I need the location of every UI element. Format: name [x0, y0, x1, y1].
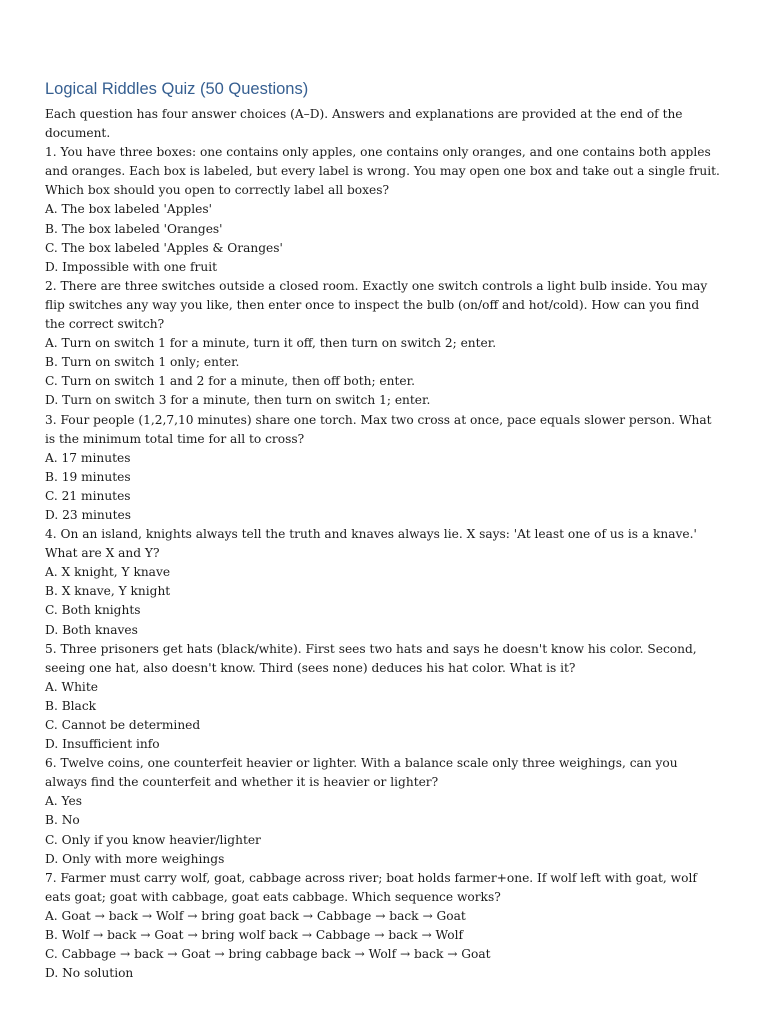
option-d: D. Impossible with one fruit	[45, 259, 217, 274]
option-c: C. 21 minutes	[45, 488, 131, 503]
document-title: Logical Riddles Quiz (50 Questions)	[45, 80, 309, 98]
option-c: C. Cannot be determined	[45, 718, 201, 732]
option-a: A. Yes	[45, 794, 83, 809]
option-c: C. Only if you know heavier/lighter	[45, 832, 261, 847]
question-2	[45, 277, 722, 411]
question-1	[45, 143, 722, 277]
question-3	[45, 411, 722, 526]
option-b: B. X knave, Y knight	[45, 584, 171, 599]
question-text: 1. You have three boxes: one contains only apples, one contains only oranges, and one contains both apples and oranges. Each box is labeled, but every label is wrong. You may open one box and take out a single fruit. Which box should you open to correctly label all boxes?	[45, 145, 720, 198]
question-text: 3. Four people (1,2,7,10 minutes) share one torch. Max two cross at once, pace equals slower person. What is the minimum total time for all to cross?	[45, 412, 712, 446]
option-a: A. Turn on switch 1 for a minute, turn it off, then turn on switch 2; enter.	[45, 336, 497, 351]
question-text: 5. Three prisoners get hats (black/white). First sees two hats and says he doesn't know his color. Second, seeing one hat, also doesn't know. Third (sees none) deduces his hat color. What is it?	[45, 641, 697, 675]
question-7	[45, 869, 722, 984]
intro-text: Each question has four answer choices (A–D). Answers and explanations are provided at the end of the document.	[45, 107, 683, 141]
option-a: A. The box labeled 'Apples'	[45, 202, 212, 217]
option-b: B. Black	[45, 698, 97, 713]
option-b: B. Wolf → back → Goat → bring wolf back → Cabbage → back → Wolf	[45, 928, 464, 943]
option-c: C. Cabbage → back → Goat → bring cabbage back → Wolf → back → Goat	[45, 947, 491, 962]
option-c: C. Turn on switch 1 and 2 for a minute, then off both; enter.	[45, 374, 415, 389]
question-text: 2. There are three switches outside a closed room. Exactly one switch controls a light bulb inside. You may flip switches any way you like, then enter once to inspect the bulb (on/off and hot/cold). How can you find the correct switch?	[45, 278, 708, 332]
option-a: A. Goat → back → Wolf → bring goat back → Cabbage → back → Goat	[45, 908, 466, 923]
question-5	[45, 640, 722, 755]
question-text: 4. On an island, knights always tell the truth and knaves always lie. X says: 'At least one of us is a knave.' What are X and Y?	[45, 527, 697, 561]
question-text: 6. Twelve coins, one counterfeit heavier or lighter. With a balance scale only three weighings, can you always find the counterfeit and whether it is heavier or lighter?	[45, 756, 678, 790]
option-c: C. The box labeled 'Apples & Oranges'	[45, 240, 283, 255]
option-d: D. Only with more weighings	[45, 851, 225, 866]
option-d: D. No solution	[45, 966, 134, 981]
option-b: B. Turn on switch 1 only; enter.	[45, 355, 240, 370]
option-a: A. White	[45, 679, 98, 694]
question-6	[45, 754, 722, 869]
option-b: B. No	[45, 813, 80, 828]
option-d: D. 23 minutes	[45, 507, 131, 522]
option-d: D. Both knaves	[45, 622, 138, 637]
option-b: B. 19 minutes	[45, 469, 131, 484]
option-d: D. Turn on switch 3 for a minute, then turn on switch 1; enter.	[45, 393, 431, 408]
question-text: 7. Farmer must carry wolf, goat, cabbage across river; boat holds farmer+one. If wolf left with goat, wolf eats goat; goat with cabbage, goat eats cabbage. Which sequence works?	[45, 870, 697, 904]
option-d: D. Insufficient info	[45, 737, 160, 752]
question-4	[45, 525, 722, 640]
option-c: C. Both knights	[45, 603, 141, 618]
option-a: A. X knight, Y knave	[45, 565, 171, 580]
option-b: B. The box labeled 'Oranges'	[45, 221, 223, 236]
option-a: A. 17 minutes	[45, 450, 131, 465]
